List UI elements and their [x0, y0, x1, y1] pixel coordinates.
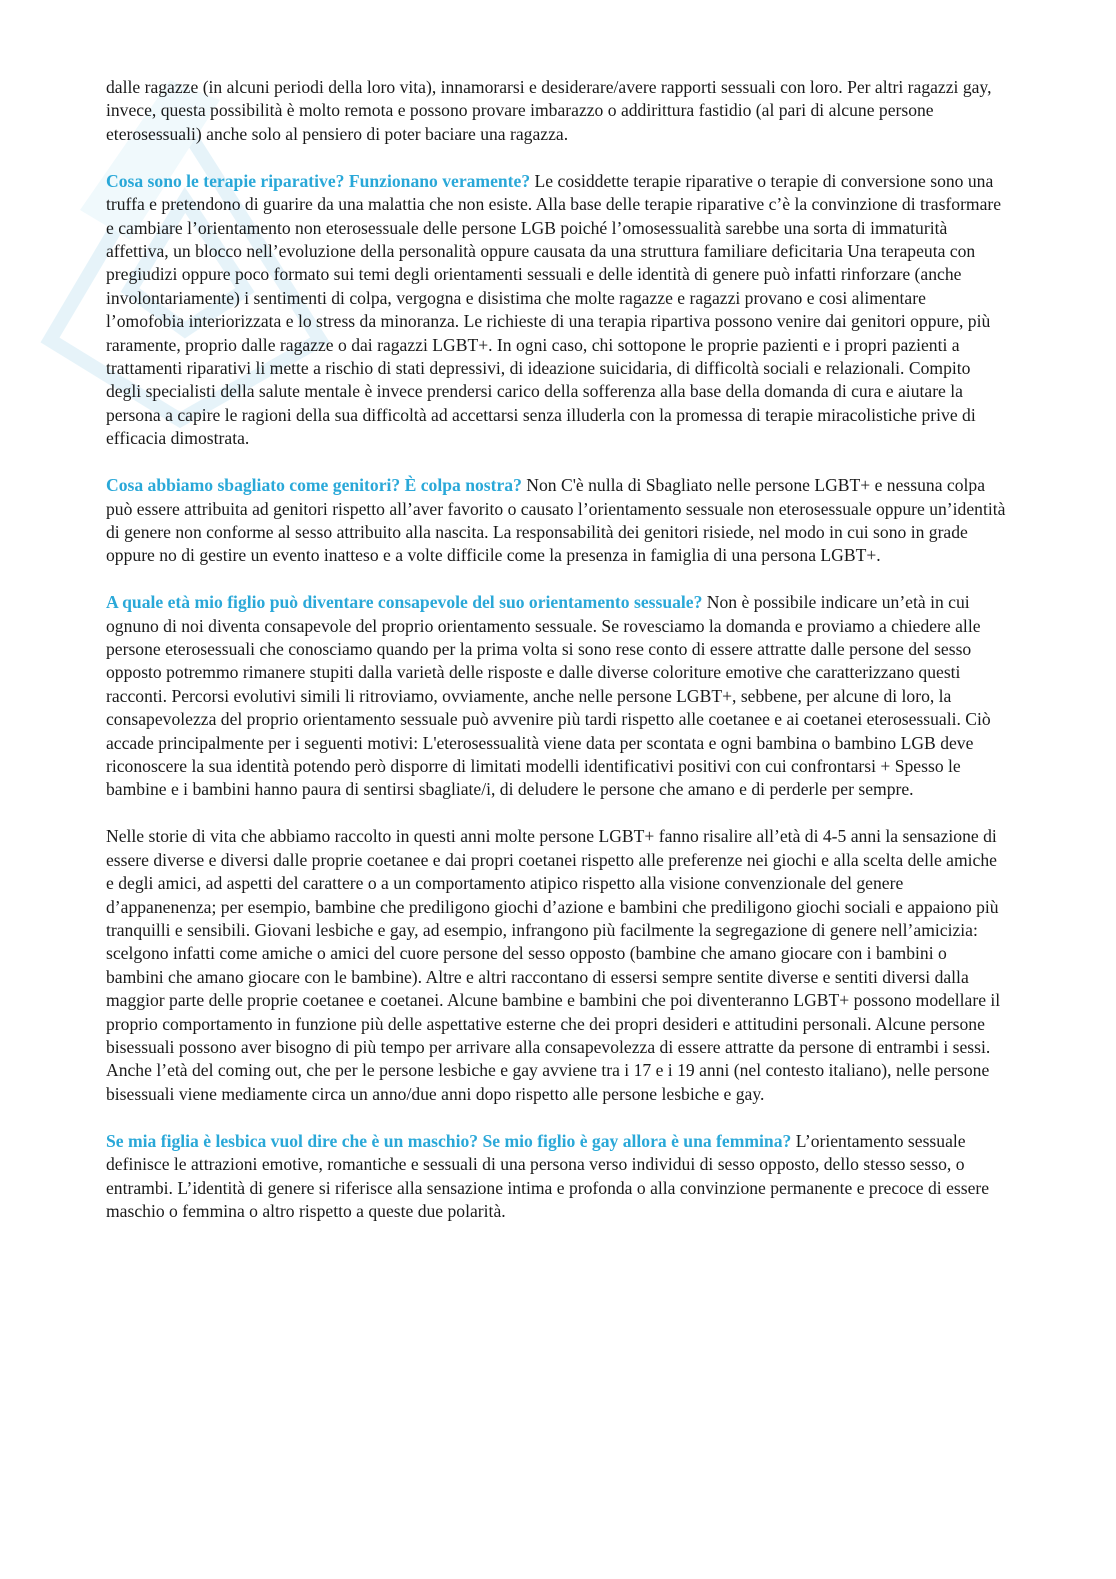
paragraph-eta-consapevolezza — [106, 591, 1006, 802]
paragraph-text: L’orientamento sessuale definisce le attrazioni emotive, romantiche e sessuali di una persona verso individui di sesso opposto, dello stesso sesso, o entrambi. L’identità di genere si riferisce alla sensazione intima e profonda o alla convinzione permanente e precoce di essere maschio o femmina o altro rispetto a queste due polarità. — [106, 1130, 990, 1221]
paragraph-intro — [106, 76, 1006, 146]
paragraph-text: Non è possibile indicare un’età in cui ognuno di noi diventa consapevole del proprio orientamento sessuale. Se rovesciamo la domanda e proviamo a chiedere alle persone eterosessuali che conosciamo quando per la prima volta si sono rese conto di essere attratte dalle persone del sesso opposto potremmo rimanere stupiti dalla varietà delle risposte e dalle diverse coloriture emotive che caratterizzano questi racconti. Percorsi evolutivi simili li ritroviamo, ovviamente, anche nelle persone LGBT+, sebbene, per alcune di loro, la consapevolezza del proprio orientamento sessuale può avvenire più tardi rispetto alle coetanee e ai coetanei eterosessuali. Ciò accade principalmente per i seguenti motivi: L'eterosessualità viene data per scontata e ogni bambina o bambino LGB deve riconoscere la sua identità potendo però disporre di limitati modelli identificativi positivi con cui confrontarsi + Spesso le bambine e i bambini hanno paura di sentirsi sbagliate/i, di deludere le persone che amano e di perderle per sempre. — [106, 592, 991, 800]
paragraph-terapie-riparative — [106, 170, 1006, 451]
paragraph-orientamento-identita — [106, 1130, 1006, 1224]
paragraph-storie-di-vita — [106, 825, 1006, 1106]
document-body — [106, 76, 1006, 1247]
question-heading: Cosa abbiamo sbagliato come genitori? È colpa nostra? — [106, 475, 522, 496]
question-heading: Se mia figlia è lesbica vuol dire che è un maschio? Se mio figlio è gay allora è una femmina? — [106, 1130, 792, 1151]
paragraph-text: Nelle storie di vita che abbiamo raccolto in questi anni molte persone LGBT+ fanno risalire all’età di 4-5 anni la sensazione di essere diverse e diversi dalle proprie coetanee e dai propri coetanei rispetto alle preferenze nei giochi e alla scelta delle amiche e degli amici, ad aspetti del carattere o a un comportamento atipico rispetto alla visione convenzionale del genere d’appanenenza; per esempio, bambine che prediligono giochi d’azione e bambini che prediligono giochi sociali e appaiono più tranquilli e sensibili. Giovani lesbiche e gay, ad esempio, infrangono più facilmente la segregazione di genere nell’amicizia: scelgono infatti come amiche o amici del cuore persone del sesso opposto (bambine che amano giocare con i bambini o bambini che amano giocare con le bambine). Altre e altri raccontano di essersi sempre sentite diverse e sentiti diversi dalla maggior parte delle proprie coetanee e coetanei. Alcune bambine e bambini che poi diventeranno LGBT+ possono modellare il proprio comportamento in funzione più delle aspettative esterne che dei propri desideri e attitudini personali. Alcune persone bisessuali possono aver bisogno di più tempo per arrivare alla consapevolezza di essere attratte da persone di entrambi i sessi. Anche l’età del coming out, che per le persone lesbiche e gay avviene tra i 17 e i 19 anni (nel contesto italiano), nelle persone bisessuali viene mediamente circa un anno/due anni dopo rispetto alle persone lesbiche e gay. — [106, 826, 1001, 1104]
question-heading: A quale età mio figlio può diventare consapevole del suo orientamento sessuale? — [106, 592, 703, 613]
paragraph-text: Non C'è nulla di Sbagliato nelle persone LGBT+ e nessuna colpa può essere attribuita ad genitori rispetto all’aver favorito o causato l’orientamento sessuale non eterosessuale oppure un’identità di genere non conforme al sesso attribuito alla nascita. La responsabilità dei genitori risiede, nel modo in cui sono in grade oppure no di gestire un evento inatteso e a volte difficile come la presenza in famiglia di una persona LGBT+. — [106, 475, 1006, 566]
question-heading: Cosa sono le terapie riparative? Funzionano veramente? — [106, 170, 531, 191]
paragraph-text: dalle ragazze (in alcuni periodi della loro vita), innamorarsi e desiderare/avere rapporti sessuali con loro. Per altri ragazzi gay, invece, questa possibilità è molto remota e possono provare imbarazzo o addirittura fastidio (al pari di alcune persone eterosessuali) anche solo al pensiero di poter baciare una ragazza. — [106, 77, 992, 144]
paragraph-colpa-genitori — [106, 474, 1006, 568]
paragraph-text: Le cosiddette terapie riparative o terapie di conversione sono una truffa e pretendono di guarire da una malattia che non esiste. Alla base delle terapie riparative c’è la convinzione di trasformare e cambiare l’orientamento non eterosessuale delle persone LGB poiché l’omosessualità sarebbe una sorta di immaturità affettiva, un blocco nell’evoluzione della personalità oppure causata da una struttura familiare deficitaria Una terapeuta con pregiudizi oppure poco formato sui temi degli orientamenti sessuali e delle identità di genere può infatti rinforzare (anche involontariamente) i sentimenti di colpa, vergogna e disistima che molte ragazze e ragazzi provano e cosi alimentare l’omofobia interiorizzata e lo stress da minoranza. Le richieste di una terapia ripartiva possono venire dai genitori oppure, più raramente, proprio dalle ragazze o dai ragazzi LGBT+. In ogni caso, chi sottopone le proprie pazienti e i propri pazienti a trattamenti riparativi li mette a rischio di stati depressivi, di ideazione suicidaria, di difficoltà sociali e relazionali. Compito degli specialisti della salute mentale è invece prendersi carico della sofferenza alla base della domanda di cura e aiutare la persona a capire le ragioni della sua difficoltà ad accettarsi senza illuderla con la promessa di terapie miracolistiche prive di efficacia dimostrata. — [106, 170, 1002, 449]
